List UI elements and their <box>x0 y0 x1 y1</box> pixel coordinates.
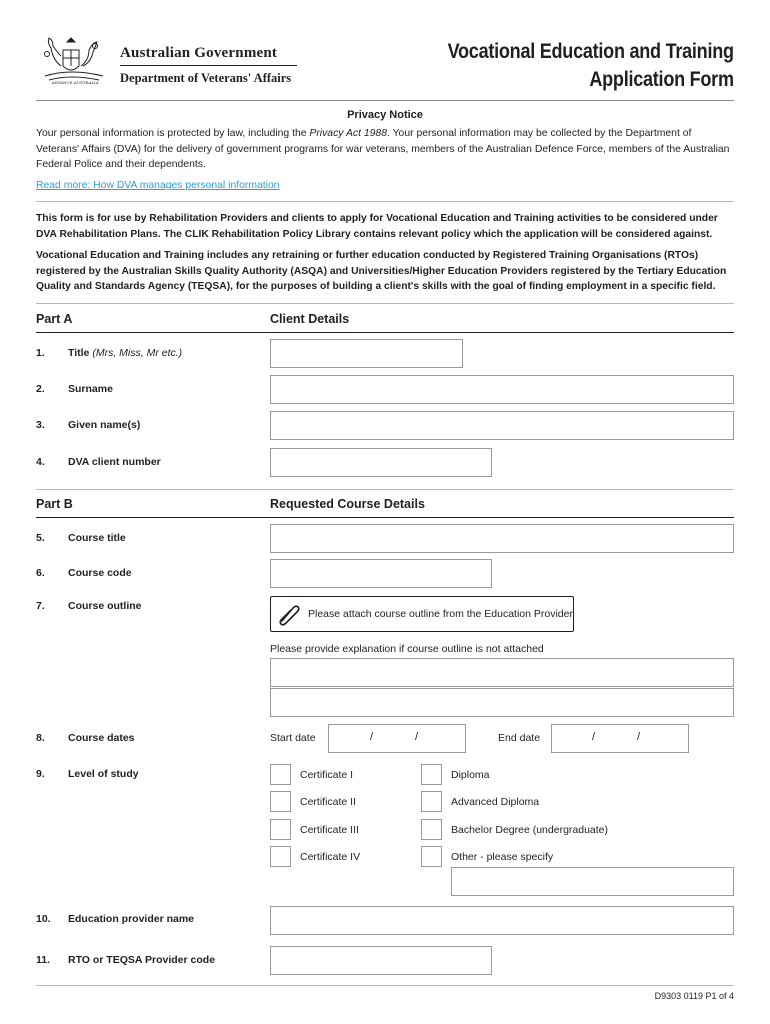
education-provider-input[interactable] <box>270 906 734 935</box>
q8-number: 8. <box>36 732 45 744</box>
q6-label: Course code <box>68 567 132 579</box>
q7-label: Course outline <box>68 600 142 612</box>
certificate-iv-label: Certificate IV <box>300 851 361 863</box>
certificate-i-checkbox[interactable] <box>270 764 291 785</box>
form-title <box>448 38 734 94</box>
part-b-heading: Requested Course Details <box>270 497 425 511</box>
coat-of-arms-logo <box>37 36 113 86</box>
footer-divider <box>36 985 734 986</box>
end-date-sep-2: / <box>637 731 641 743</box>
start-date-sep-1: / <box>370 731 374 743</box>
privacy-act-name: Privacy Act 1988 <box>309 128 387 139</box>
start-date-label: Start date <box>270 732 316 744</box>
part-b-divider <box>36 517 734 518</box>
certificate-iii-label: Certificate III <box>300 824 359 836</box>
other-label: Other - please specify <box>451 851 554 863</box>
q1-number: 1. <box>36 347 45 359</box>
q5-label: Course title <box>68 532 126 544</box>
gov-divider <box>120 65 297 66</box>
q3-number: 3. <box>36 419 45 431</box>
explanation-input-2[interactable] <box>270 688 734 717</box>
q6-number: 6. <box>36 567 45 579</box>
privacy-divider <box>36 201 734 202</box>
surname-input[interactable] <box>270 375 734 404</box>
q8-label: Course dates <box>68 732 135 744</box>
privacy-read-more-link[interactable]: Read more: How DVA manages personal information <box>36 180 280 191</box>
advanced-diploma-label: Advanced Diploma <box>451 796 540 808</box>
privacy-text-1: Your personal information is protected by law, including the <box>36 128 310 139</box>
bachelor-degree-checkbox[interactable] <box>421 819 442 840</box>
start-date-input[interactable] <box>328 724 466 753</box>
q7-number: 7. <box>36 600 45 612</box>
privacy-text <box>36 126 736 173</box>
end-date-input[interactable] <box>551 724 689 753</box>
q11-number: 11. <box>36 954 51 966</box>
explain-label: Please provide explanation if course outline is not attached <box>270 643 544 655</box>
q5-number: 5. <box>36 532 45 544</box>
certificate-iv-checkbox[interactable] <box>270 846 291 867</box>
dva-client-number-input[interactable] <box>270 448 492 477</box>
intro-para-1: This form is for use by Rehabilitation Providers and clients to apply for Vocational Education and Training activities to be considered under DVA Rehabilitation Plans. The CLIK Rehabilitation Policy Library contains relevant policy which the application will be considered against. <box>36 213 718 240</box>
provider-code-input[interactable] <box>270 946 492 975</box>
intro-para-2: Vocational Education and Training includes any retraining or further education conducted by Registered Training Organisations (RTOs) registered by the Australian Skills Quality Authority (ASQA) and Universities/Higher Education Providers registered by the Tertiary Education Quality and Standards Agency (TEQSA), for the purposes of building a client's skills with the goal of finding employment in a specific field. <box>36 250 727 293</box>
q9-label: Level of study <box>68 768 139 780</box>
q2-label: Surname <box>68 383 113 395</box>
certificate-ii-checkbox[interactable] <box>270 791 291 812</box>
end-date-sep-1: / <box>592 731 596 743</box>
given-names-input[interactable] <box>270 411 734 440</box>
q4-label: DVA client number <box>68 456 161 468</box>
advanced-diploma-checkbox[interactable] <box>421 791 442 812</box>
other-specify-input[interactable] <box>451 867 734 896</box>
q9-number: 9. <box>36 768 45 780</box>
q1-label-text: Title <box>68 347 90 359</box>
q1-label <box>68 347 182 359</box>
crest-motto: ADVANCE AUSTRALIA <box>51 80 99 85</box>
q11-label: RTO or TEQSA Provider code <box>68 954 216 966</box>
course-title-input[interactable] <box>270 524 734 553</box>
other-checkbox[interactable] <box>421 846 442 867</box>
course-code-input[interactable] <box>270 559 492 588</box>
header-divider <box>36 100 734 101</box>
certificate-i-label: Certificate I <box>300 769 354 781</box>
q10-number: 10. <box>36 913 51 925</box>
q4-number: 4. <box>36 456 45 468</box>
certificate-iii-checkbox[interactable] <box>270 819 291 840</box>
gov-name: Australian Government <box>120 45 278 61</box>
q1-hint: (Mrs, Miss, Mr etc.) <box>92 347 183 359</box>
diploma-checkbox[interactable] <box>421 764 442 785</box>
start-date-sep-2: / <box>415 731 419 743</box>
attach-course-outline-text: Please attach course outline from the Education Provider <box>308 608 573 620</box>
part-b-label: Part B <box>36 497 73 511</box>
privacy-text-2: . Your personal information may be collected by the Department of Veterans' Affairs (DVA) for the delivery of government programs for war veterans, members of the Australian Defence Force, members of the Australian Federal Police and their dependents. <box>36 128 730 171</box>
intro-divider <box>36 303 734 304</box>
form-title-line2: Application Form <box>589 68 734 91</box>
q3-label: Given name(s) <box>68 419 141 431</box>
part-a-heading: Client Details <box>270 312 350 326</box>
part-a-divider <box>36 332 734 333</box>
paperclip-icon <box>276 601 302 627</box>
bachelor-degree-label: Bachelor Degree (undergraduate) <box>451 824 609 836</box>
certificate-ii-label: Certificate II <box>300 796 357 808</box>
part-a-label: Part A <box>36 312 73 326</box>
end-date-label: End date <box>498 732 541 744</box>
department-name: Department of Veterans' Affairs <box>120 71 292 85</box>
part-a-end-divider <box>36 489 734 490</box>
privacy-heading: Privacy Notice <box>347 109 423 121</box>
form-title-line1: Vocational Education and Training <box>447 40 734 63</box>
q10-label: Education provider name <box>68 913 195 925</box>
q2-number: 2. <box>36 383 45 395</box>
footer-code: D9303 0119 P1 of 4 <box>654 991 734 1001</box>
diploma-label: Diploma <box>451 769 490 781</box>
explanation-input-1[interactable] <box>270 658 734 687</box>
title-input[interactable] <box>270 339 463 368</box>
